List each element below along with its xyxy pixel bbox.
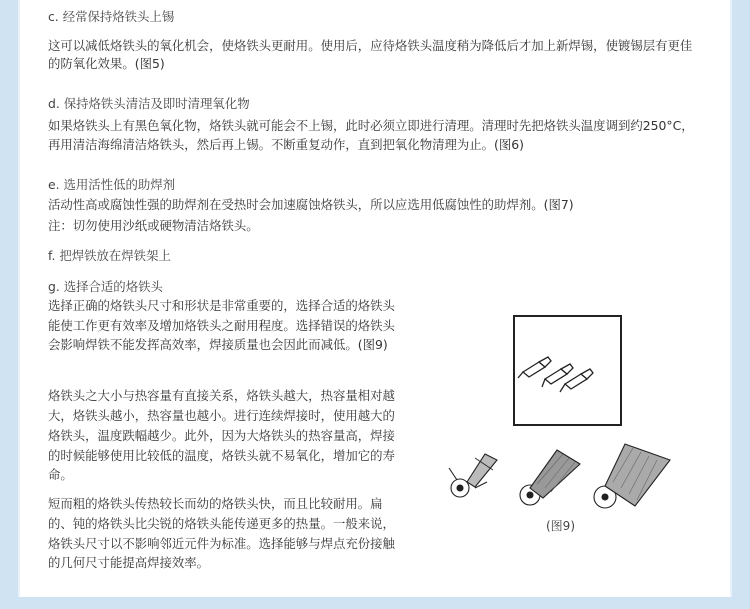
figure-tips-box xyxy=(513,315,622,426)
section-g-heading: g. 选择合适的烙铁头 xyxy=(48,279,163,294)
section-c-line: 这可以减低烙铁头的氧化机会，使烙铁头更耐用。使用后，应待烙铁头温度稍为降低后才加上新焊锡，使镀锡层有更佳 xyxy=(48,38,693,53)
section-g-para3-line: 烙铁头尺寸以不影响邻近元件为标准。选择能够与焊点充份接触 xyxy=(48,536,395,551)
section-c-line: 的防氧化效果。(图5) xyxy=(48,56,165,71)
section-e-line: 活动性高或腐蚀性强的助焊剂在受热时会加速腐蚀烙铁头，所以应选用低腐蚀性的助焊剂。(图7) xyxy=(48,197,574,212)
section-g-para2-line: 大，烙铁头越小，热容量也越小。进行连续焊接时，使用越大的 xyxy=(48,408,395,423)
section-c-heading: c. 经常保持烙铁头上锡 xyxy=(48,9,175,24)
left-frame xyxy=(0,0,18,609)
section-g-para2-line: 烙铁头之大小与热容量有直接关系，烙铁头越大，热容量相对越 xyxy=(48,388,395,403)
section-e-note: 注：切勿使用沙纸或硬物清洁烙铁头。 xyxy=(48,218,259,233)
section-f-heading: f. 把焊铁放在焊铁架上 xyxy=(48,248,171,263)
section-d-line: 如果烙铁头上有黑色氧化物，烙铁头就可能会不上锡，此时必须立即进行清理。清理时先把烙铁头温度调到约250°C， xyxy=(48,118,694,133)
soldering-tips-icon xyxy=(515,317,620,424)
section-g-para2-line: 命。 xyxy=(48,467,73,482)
section-g-para2-line: 的时候能够使用比较低的温度，烙铁头就不易氧化，增加它的寿 xyxy=(48,448,395,463)
bottom-frame xyxy=(0,597,750,609)
section-g-para3-line: 的几何尺寸能提高焊接效率。 xyxy=(48,555,210,570)
section-g-para3-line: 的、钝的烙铁头比尖锐的烙铁头能传递更多的热量。一般来说， xyxy=(48,516,395,531)
tip-size-comparison-icon xyxy=(445,440,685,520)
section-e-heading: e. 选用活性低的助焊剂 xyxy=(48,177,176,192)
section-g-para1-line: 会影响焊铁不能发挥高效率，焊接质量也会因此而减低。(图9) xyxy=(48,337,388,352)
section-d-line: 再用清洁海绵清洁烙铁头，然后再上锡。不断重复动作，直到把氧化物清理为止。(图6) xyxy=(48,137,525,152)
right-frame-inner xyxy=(730,0,732,609)
left-frame-inner xyxy=(18,0,20,609)
section-d-heading: d. 保持烙铁头清洁及即时清理氧化物 xyxy=(48,96,250,111)
section-g-para1-line: 能使工作更有效率及增加烙铁头之耐用程度。选择错误的烙铁头 xyxy=(48,318,395,333)
figure-caption: (图9) xyxy=(546,519,575,533)
section-g-para1-line: 选择正确的烙铁头尺寸和形状是非常重要的，选择合适的烙铁头 xyxy=(48,298,395,313)
section-g-para2-line: 烙铁头，温度跌幅越少。此外，因为大烙铁头的热容量高，焊接 xyxy=(48,428,395,443)
right-frame xyxy=(732,0,750,609)
section-g-para3-line: 短而粗的烙铁头传热较长而幼的烙铁头快，而且比较耐用。扁 xyxy=(48,496,383,511)
